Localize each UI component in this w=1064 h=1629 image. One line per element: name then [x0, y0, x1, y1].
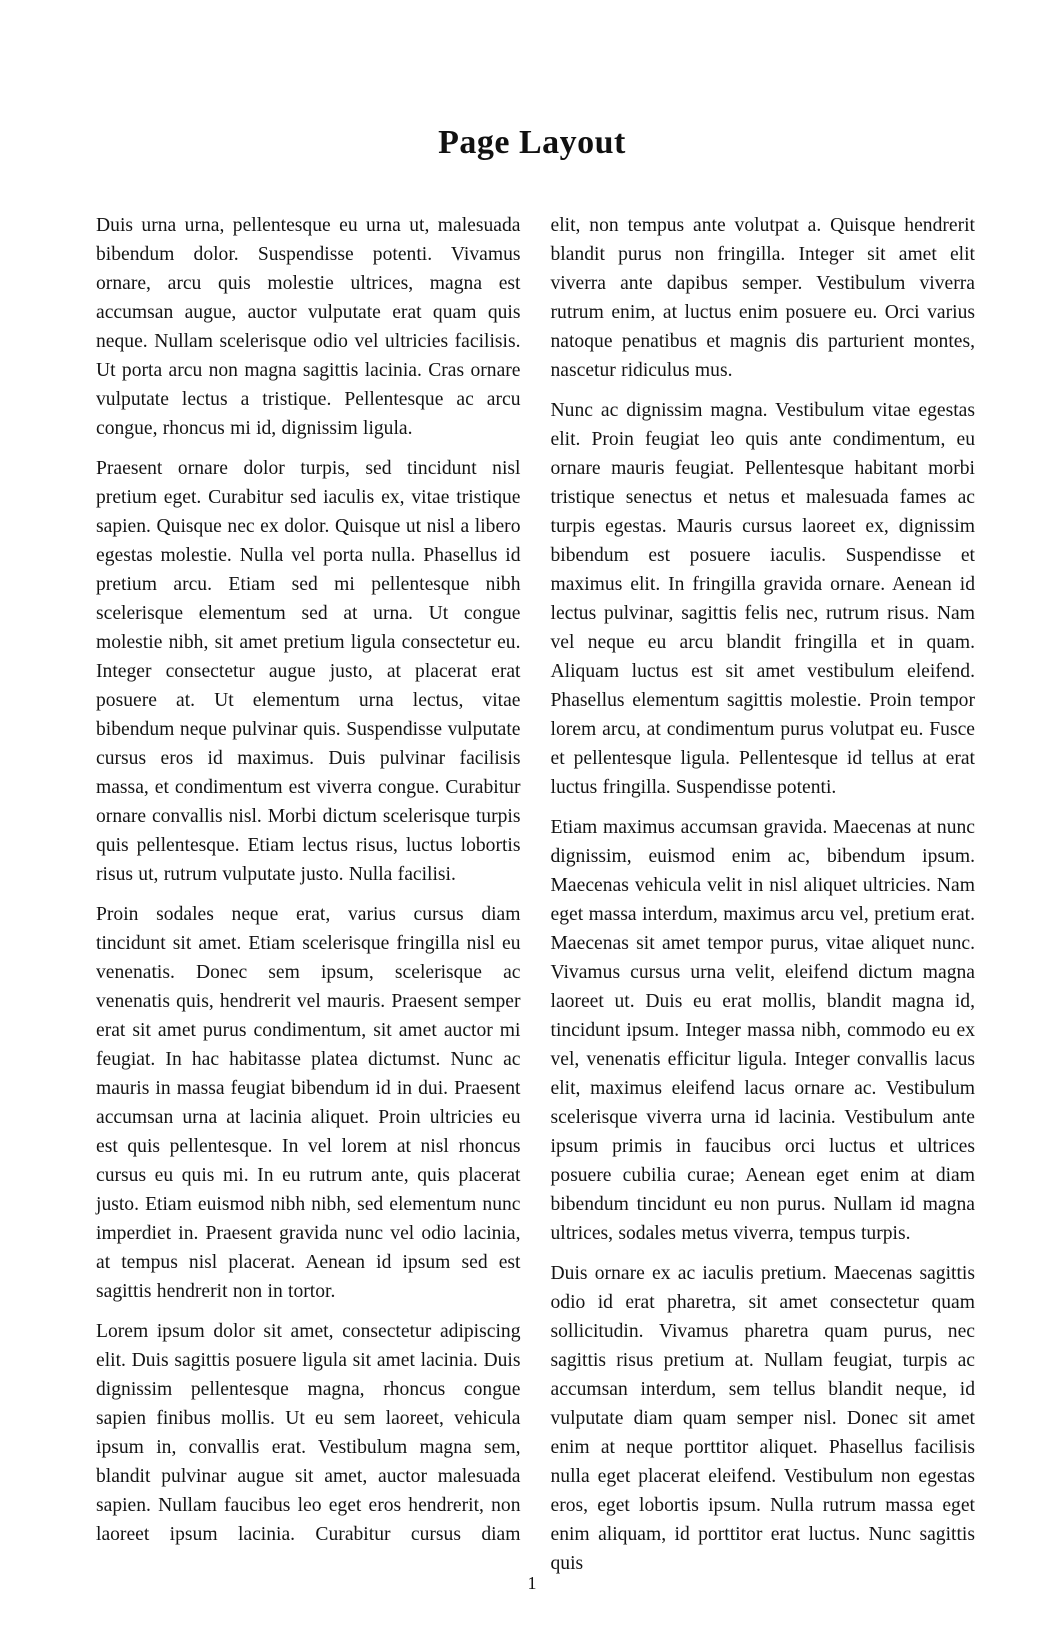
right-column [551, 211, 976, 1578]
paragraph: Duis ornare ex ac iaculis pretium. Maecenas sagittis odio id erat pharetra, sit amet consectetur quam sollicitudin. Vivamus pharetra quam purus, nec sagittis risus pretium at. Nullam feugiat, turpis ac accumsan interdum, sem tellus blandit neque, id vulputate diam quam semper nisl. Donec sit amet enim at neque porttitor aliquet. Phasellus facilisis nulla eget placerat eleifend. Vestibulum non egestas eros, eget lobortis ipsum. Nulla rutrum massa eget enim aliquam, id porttitor erat luctus. Nunc sagittis quis [550, 1263, 975, 1574]
paragraph: Lorem ipsum dolor sit amet, consectetur adipiscing elit. Duis sagittis posuere ligula sit amet lacinia. Duis dignissim pellentesque magna, rhoncus congue sapien finibus mollis. Ut eu sem laoreet, vehicula ipsum in, convallis erat. Vestibulum magna sem, blandit pulvinar augue sit amet, auctor malesuada sapien. Nullam faucibus leo eget eros hendrerit, non laoreet ipsum lacinia. Curabitur cursus diam [96, 1321, 521, 1545]
paragraph: Nunc ac dignissim magna. Vestibulum vitae egestas elit. Proin feugiat leo quis ante condimentum, eu ornare mauris feugiat. Pellentesque habitant morbi tristique senectus et netus et malesuada fames ac turpis egestas. Mauris cursus laoreet ex, dignissim bibendum est posuere iaculis. Suspendisse et maximus elit. In fringilla gravida ornare. Aenean id lectus pulvinar, sagittis felis nec, rutrum risus. Nam vel neque eu arcu blandit fringilla et in quam. Aliquam luctus est sit amet vestibulum eleifend. Phasellus elementum sagittis molestie. Proin tempor lorem arcu, at condimentum purus volutpat eu. Fusce et pellentesque ligula. Pellentesque id tellus at erat luctus fringilla. Suspendisse potenti. [550, 400, 975, 798]
left-column [96, 211, 521, 1578]
paragraph: Etiam maximus accumsan gravida. Maecenas at nunc dignissim, euismod enim ac, bibendum ipsum. Maecenas vehicula velit in nisl aliquet ultricies. Nam eget massa interdum, maximus arcu vel, pretium erat. Maecenas sit amet tempor purus, vitae aliquet nunc. Vivamus cursus urna velit, eleifend dictum magna laoreet ut. Duis eu erat mollis, blandit magna id, tincidunt ipsum. Integer massa nibh, commodo eu ex vel, venenatis efficitur ligula. Integer convallis lacus elit, maximus eleifend lacus ornare ac. Vestibulum scelerisque viverra urna id lacinia. Vestibulum ante ipsum primis in faucibus orci luctus et ultrices posuere cubilia curae; Aenean eget enim at diam bibendum tincidunt eu non purus. Nullam id magna ultrices, sodales metus viverra, tempus turpis. [550, 817, 975, 1244]
paragraph: Duis urna urna, pellentesque eu urna ut, malesuada bibendum dolor. Suspendisse potenti. Vivamus ornare, arcu quis molestie ultrices, magna est accumsan augue, auctor vulputate erat quam quis neque. Nullam scelerisque odio vel ultricies facilisis. Ut porta arcu non magna sagittis lacinia. Cras ornare vulputate lectus a tristique. Pellentesque ac arcu congue, rhoncus mi id, dignissim ligula. [96, 215, 521, 439]
paragraph: Praesent ornare dolor turpis, sed tincidunt nisl pretium eget. Curabitur sed iaculis ex, vitae tristique sapien. Quisque nec ex dolor. Quisque ut nisl a libero egestas molestie. Nulla vel porta nulla. Phasellus id pretium arcu. Etiam sed mi pellentesque nibh scelerisque elementum sed at urna. Ut congue molestie nibh, sit amet pretium ligula consectetur eu. Integer consectetur augue justo, at placerat erat posuere at. Ut elementum urna lectus, vitae bibendum neque pulvinar quis. Suspendisse vulputate cursus eros id maximus. Duis pulvinar facilisis massa, et condimentum est viverra congue. Curabitur ornare convallis nisl. Morbi dictum scelerisque turpis quis pellentesque. Etiam lectus risus, luctus lobortis risus ut, rutrum vulputate justo. Nulla facilisi. [96, 458, 521, 885]
two-column-layout [0, 211, 1064, 1578]
paragraph: Proin sodales neque erat, varius cursus diam tincidunt sit amet. Etiam scelerisque fringilla nisl eu venenatis. Donec sem ipsum, scelerisque ac venenatis quis, hendrerit vel mauris. Praesent semper erat sit amet purus condimentum, sit amet auctor mi feugiat. In hac habitasse platea dictumst. Nunc ac mauris in massa feugiat bibendum id in dui. Praesent accumsan urna at lacinia aliquet. Proin ultricies eu est quis pellentesque. In vel lorem at nisl rhoncus cursus eu quis mi. In eu rutrum ante, quis placerat justo. Etiam euismod nibh nibh, sed elementum nunc imperdiet in. Praesent gravida nunc vel odio lacinia, at tempus nisl placerat. Aenean id ipsum sed est sagittis hendrerit non in tortor. [96, 904, 521, 1302]
document-page [0, 122, 1064, 1629]
paragraph: elit, non tempus ante volutpat a. Quisque hendrerit blandit purus non fringilla. Integer sit amet elit viverra ante dapibus semper. Vestibulum viverra rutrum enim, at luctus enim posuere eu. Orci varius natoque penatibus et magnis dis parturient montes, nascetur ridiculus mus. [550, 215, 975, 381]
page-title: Page Layout [438, 124, 626, 161]
page-number: 1 [527, 1573, 537, 1593]
